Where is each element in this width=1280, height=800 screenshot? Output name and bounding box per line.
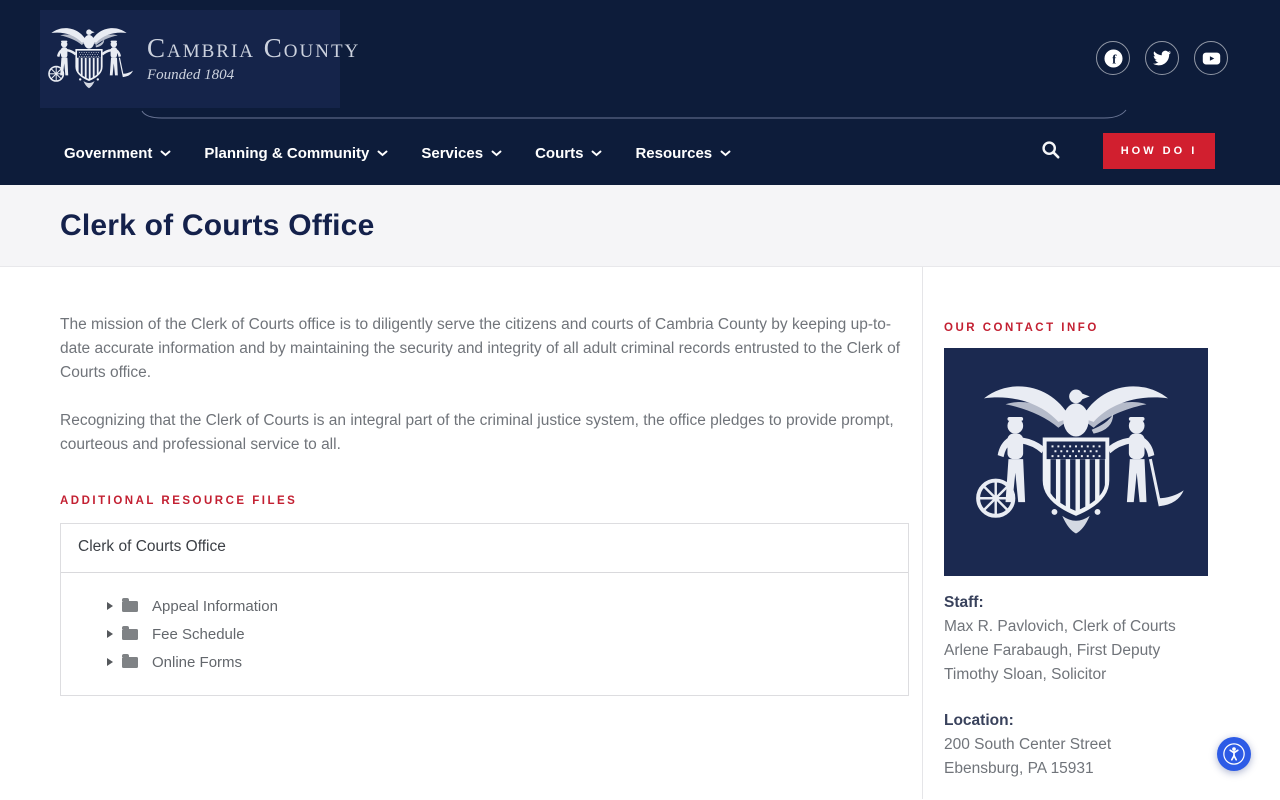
- tree-item-online-forms[interactable]: [107, 648, 908, 676]
- chevron-down-icon: [377, 150, 388, 157]
- county-seal-image: [944, 348, 1208, 576]
- chevron-down-icon: [720, 150, 731, 157]
- brand-name: Cambria County: [147, 33, 361, 64]
- staff-label: Staff:: [944, 594, 984, 611]
- county-seal-icon: [45, 21, 133, 97]
- folder-icon: [122, 629, 138, 640]
- staff-member: Arlene Farabaugh, First Deputy: [944, 642, 1161, 659]
- staff-member: Timothy Sloan, Solicitor: [944, 666, 1107, 683]
- accessibility-widget-button[interactable]: [1217, 737, 1251, 771]
- content-sidebar-divider: [922, 267, 923, 799]
- nav-label: Government: [64, 144, 153, 162]
- brand-text: [147, 34, 360, 84]
- page-title-band: [0, 185, 1280, 267]
- tree-item-label: Online Forms: [152, 653, 243, 671]
- additional-resource-files-heading: ADDITIONAL RESOURCE FILES: [60, 495, 298, 507]
- social-links: [1096, 41, 1228, 75]
- page-title: Clerk of Courts Office: [60, 208, 375, 242]
- location-city: Ebensburg, PA 15931: [944, 760, 1094, 777]
- contact-sidebar: [944, 322, 1208, 781]
- location-street: 200 South Center Street: [944, 736, 1112, 753]
- county-seal-icon: [968, 369, 1184, 555]
- nav-label: Resources: [635, 144, 713, 162]
- nav-item-government[interactable]: [64, 145, 171, 162]
- resource-files-box: [60, 523, 909, 696]
- tree-item-appeal-information[interactable]: [107, 592, 908, 620]
- search-button[interactable]: [1041, 140, 1061, 165]
- chevron-down-icon: [160, 150, 171, 157]
- tree-item-fee-schedule[interactable]: [107, 620, 908, 648]
- nav-label: Planning & Community: [204, 144, 370, 162]
- nav-item-courts[interactable]: [535, 145, 602, 162]
- tree-item-label: Appeal Information: [152, 597, 278, 615]
- page-content: [0, 267, 1280, 799]
- tree-item-label: Fee Schedule: [152, 625, 245, 643]
- site-header: [0, 0, 1280, 185]
- chevron-down-icon: [591, 150, 602, 157]
- folder-icon: [122, 601, 138, 612]
- mission-paragraph: The mission of the Clerk of Courts office is to diligently serve the citizens and courts of Cambria County by keeping up-to-date accurate information and by maintaining the security and integrity of all adult criminal records entrusted to the Clerk of Courts office.: [60, 316, 901, 381]
- main-navigation: [64, 133, 731, 173]
- chevron-down-icon: [491, 150, 502, 157]
- resource-box-title: Clerk of Courts Office: [78, 538, 226, 555]
- nav-item-services[interactable]: [421, 145, 502, 162]
- nav-label: Services: [421, 144, 484, 162]
- youtube-button[interactable]: [1194, 41, 1228, 75]
- location-label: Location:: [944, 712, 1014, 729]
- caret-right-icon[interactable]: [107, 630, 113, 638]
- staff-member: Max R. Pavlovich, Clerk of Courts: [944, 618, 1176, 635]
- site-logo[interactable]: [40, 10, 361, 108]
- facebook-icon: [1104, 49, 1123, 68]
- caret-right-icon[interactable]: [107, 602, 113, 610]
- brand-tagline: Founded 1804: [147, 66, 235, 83]
- pledge-paragraph: Recognizing that the Clerk of Courts is an integral part of the criminal justice system, the office pledges to provide prompt, courteous and professional service to all.: [60, 412, 894, 453]
- contact-info-heading: OUR CONTACT INFO: [944, 322, 1099, 334]
- svg-text:f: f: [1111, 52, 1116, 67]
- accessibility-icon: [1219, 739, 1249, 769]
- nav-item-planning-community[interactable]: [204, 145, 388, 162]
- nav-item-resources[interactable]: [635, 145, 731, 162]
- main-column: [60, 313, 909, 696]
- search-icon: [1041, 140, 1061, 160]
- youtube-icon: [1202, 49, 1221, 68]
- caret-right-icon[interactable]: [107, 658, 113, 666]
- twitter-button[interactable]: [1145, 41, 1179, 75]
- folder-icon: [122, 657, 138, 668]
- nav-label: Courts: [535, 144, 584, 162]
- resource-file-tree: [61, 573, 908, 695]
- facebook-button[interactable]: [1096, 41, 1130, 75]
- header-divider-line: [138, 106, 1143, 122]
- twitter-icon: [1153, 49, 1171, 67]
- how-do-i-button[interactable]: HOW DO I: [1103, 133, 1215, 169]
